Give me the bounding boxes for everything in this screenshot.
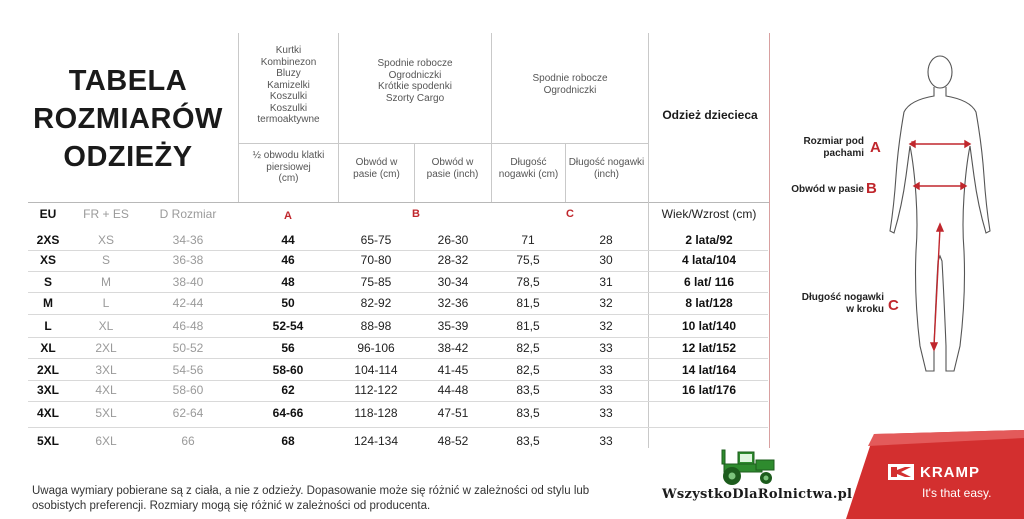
divider — [238, 143, 648, 144]
col-age-height: Wiek/Wzrost (cm) — [661, 207, 757, 221]
body-silhouette-icon — [880, 46, 1010, 376]
cell-waist-inch: 38-42 — [437, 341, 469, 355]
cell-inseam-cm: 83,5 — [516, 434, 540, 448]
cell-waist-inch: 47-51 — [437, 406, 469, 420]
cell-chest: 50 — [281, 296, 295, 310]
cell-inseam-cm: 82,5 — [516, 363, 540, 377]
cell-waist-inch: 28-32 — [437, 253, 469, 267]
cell-fr-es: 4XL — [95, 383, 117, 397]
cell-fr-es: M — [101, 275, 111, 289]
cell-fr-es: 5XL — [95, 406, 117, 420]
cell-eu: 2XS — [36, 233, 60, 247]
group-c-header: Spodnie robocze Ogrodniczki — [532, 73, 608, 96]
cell-d: 38-40 — [172, 275, 204, 289]
cell-chest: 62 — [281, 383, 295, 397]
cell-eu: L — [44, 319, 52, 333]
waist-inch-header: Obwód w pasie (inch) — [426, 157, 479, 180]
col-a-letter: A — [284, 210, 292, 222]
group-b-header: Spodnie robocze Ogrodniczki Krótkie spodenki Szorty Cargo — [377, 58, 453, 104]
letter-a: A — [870, 139, 881, 156]
cell-inseam-inch: 33 — [599, 406, 613, 420]
cell-age-height: 8 lat/128 — [685, 296, 733, 310]
cell-d: 36-38 — [172, 253, 204, 267]
cell-inseam-cm: 82,5 — [516, 341, 540, 355]
cell-eu: 2XL — [36, 363, 59, 377]
divider — [28, 202, 770, 203]
cell-inseam-inch: 31 — [599, 275, 613, 289]
cell-fr-es: 2XL — [95, 341, 117, 355]
cell-waist-cm: 65-75 — [360, 233, 392, 247]
cell-eu: S — [43, 275, 52, 289]
disclaimer-note: Uwaga wymiary pobierane są z ciała, a nie z odzieży. Dopasowanie może się różnić w zależności od stylu lub osobistych preferencji. Rozmiary mogą się różnić w zależności od producenta. — [32, 485, 590, 512]
inseam-cm-header: Długość nogawki (cm) — [498, 157, 559, 180]
divider — [769, 33, 770, 448]
cell-inseam-cm: 83,5 — [516, 406, 540, 420]
cell-waist-inch: 41-45 — [437, 363, 469, 377]
cell-waist-cm: 82-92 — [360, 296, 392, 310]
cell-waist-inch: 48-52 — [437, 434, 469, 448]
chest-header: ½ obwodu klatki piersiowej (cm) — [252, 150, 325, 184]
divider — [648, 202, 649, 448]
cell-age-height: 2 lata/92 — [685, 233, 733, 247]
cell-chest: 52-54 — [272, 319, 304, 333]
row-divider — [28, 401, 768, 402]
col-eu: EU — [39, 207, 57, 221]
cell-waist-cm: 104-114 — [354, 363, 398, 377]
cell-inseam-inch: 28 — [599, 233, 613, 247]
letter-b: B — [866, 180, 877, 197]
cell-chest: 46 — [281, 253, 295, 267]
cell-waist-inch: 32-36 — [437, 296, 469, 310]
cell-inseam-cm: 83,5 — [516, 383, 540, 397]
cell-age-height: 14 lat/164 — [681, 363, 737, 377]
cell-fr-es: L — [102, 296, 110, 310]
cell-fr-es: S — [101, 253, 110, 267]
cell-inseam-cm: 75,5 — [516, 253, 540, 267]
divider — [238, 33, 239, 202]
waist-cm-header: Obwód w pasie (cm) — [353, 157, 400, 180]
label-inseam: Długość nogawki w kroku — [801, 292, 884, 315]
cell-inseam-cm: 81,5 — [516, 296, 540, 310]
cell-waist-inch: 30-34 — [437, 275, 469, 289]
col-b-letter: B — [412, 208, 420, 220]
cell-waist-inch: 44-48 — [437, 383, 469, 397]
cell-age-height: 10 lat/140 — [681, 319, 737, 333]
row-divider — [28, 250, 768, 251]
cell-age-height: 4 lata/104 — [681, 253, 737, 267]
cell-d: 34-36 — [172, 233, 204, 247]
cell-inseam-inch: 32 — [599, 319, 613, 333]
row-divider — [28, 292, 768, 293]
cell-waist-cm: 88-98 — [360, 319, 392, 333]
cell-chest: 56 — [281, 341, 295, 355]
cell-inseam-inch: 33 — [599, 434, 613, 448]
cell-age-height: 6 lat/ 116 — [683, 275, 735, 289]
child-clothing-header: Odzież dziecieca — [662, 108, 758, 122]
cell-fr-es: XS — [97, 233, 114, 247]
cell-waist-inch: 26-30 — [437, 233, 469, 247]
divider — [491, 33, 492, 202]
letter-c: C — [888, 297, 899, 314]
cell-d: 46-48 — [172, 319, 204, 333]
cell-d: 42-44 — [172, 296, 204, 310]
kramp-logo-icon — [888, 464, 914, 480]
cell-fr-es: 3XL — [95, 363, 117, 377]
cell-inseam-cm: 78,5 — [516, 275, 540, 289]
row-divider — [28, 427, 768, 428]
cell-waist-inch: 35-39 — [437, 319, 469, 333]
cell-inseam-inch: 33 — [599, 383, 613, 397]
cell-d: 54-56 — [172, 363, 204, 377]
cell-eu: 5XL — [36, 434, 59, 448]
cell-eu: XS — [39, 253, 56, 267]
label-underarm: Rozmiar pod pachami — [803, 136, 864, 159]
cell-inseam-cm: 81,5 — [516, 319, 540, 333]
cell-inseam-cm: 71 — [521, 233, 535, 247]
kramp-slogan: It's that easy. — [922, 486, 992, 500]
cell-d: 50-52 — [172, 341, 204, 355]
cell-fr-es: XL — [98, 319, 114, 333]
row-divider — [28, 271, 768, 272]
cell-waist-cm: 118-128 — [354, 406, 398, 420]
cell-inseam-inch: 32 — [599, 296, 613, 310]
col-c-letter: C — [566, 208, 574, 220]
page-title: TABELA ROZMIARÓW ODZIEŻY — [33, 65, 223, 173]
cell-chest: 58-60 — [272, 363, 304, 377]
row-divider — [28, 314, 768, 315]
cell-age-height: 16 lat/176 — [681, 383, 737, 397]
cell-chest: 64-66 — [272, 406, 304, 420]
cell-fr-es: 6XL — [95, 434, 117, 448]
tractor-icon — [716, 446, 780, 486]
cell-inseam-inch: 33 — [599, 341, 613, 355]
col-d: D Rozmiar — [159, 207, 217, 221]
inseam-inch-header: Długość nogawki (inch) — [568, 157, 645, 180]
col-fr-es: FR + ES — [83, 207, 129, 221]
cell-waist-cm: 75-85 — [360, 275, 392, 289]
cell-eu: 3XL — [36, 383, 59, 397]
cell-d: 66 — [181, 434, 195, 448]
cell-inseam-inch: 30 — [599, 253, 613, 267]
divider — [648, 33, 649, 202]
cell-eu: 4XL — [36, 406, 59, 420]
divider — [338, 33, 339, 202]
cell-chest: 48 — [281, 275, 295, 289]
cell-chest: 44 — [281, 233, 295, 247]
row-divider — [28, 358, 768, 359]
row-divider — [28, 380, 768, 381]
cell-waist-cm: 112-122 — [354, 383, 398, 397]
cell-d: 62-64 — [172, 406, 204, 420]
cell-age-height: 12 lat/152 — [681, 341, 737, 355]
cell-inseam-inch: 33 — [599, 363, 613, 377]
cell-eu: XL — [40, 341, 56, 355]
site-name: WszystkoDlaRolnictwa.pl — [662, 487, 853, 502]
label-waist: Obwód w pasie — [791, 184, 864, 195]
cell-waist-cm: 70-80 — [360, 253, 392, 267]
cell-eu: M — [43, 296, 53, 310]
cell-chest: 68 — [281, 434, 295, 448]
cell-d: 58-60 — [172, 383, 204, 397]
kramp-brand: KRAMP — [920, 464, 980, 481]
row-divider — [28, 337, 768, 338]
cell-waist-cm: 96-106 — [357, 341, 395, 355]
group-a-header: Kurtki Kombinezon Bluzy Kamizelki Koszulki Koszulki termoaktywne — [257, 45, 320, 125]
cell-waist-cm: 124-134 — [353, 434, 399, 448]
